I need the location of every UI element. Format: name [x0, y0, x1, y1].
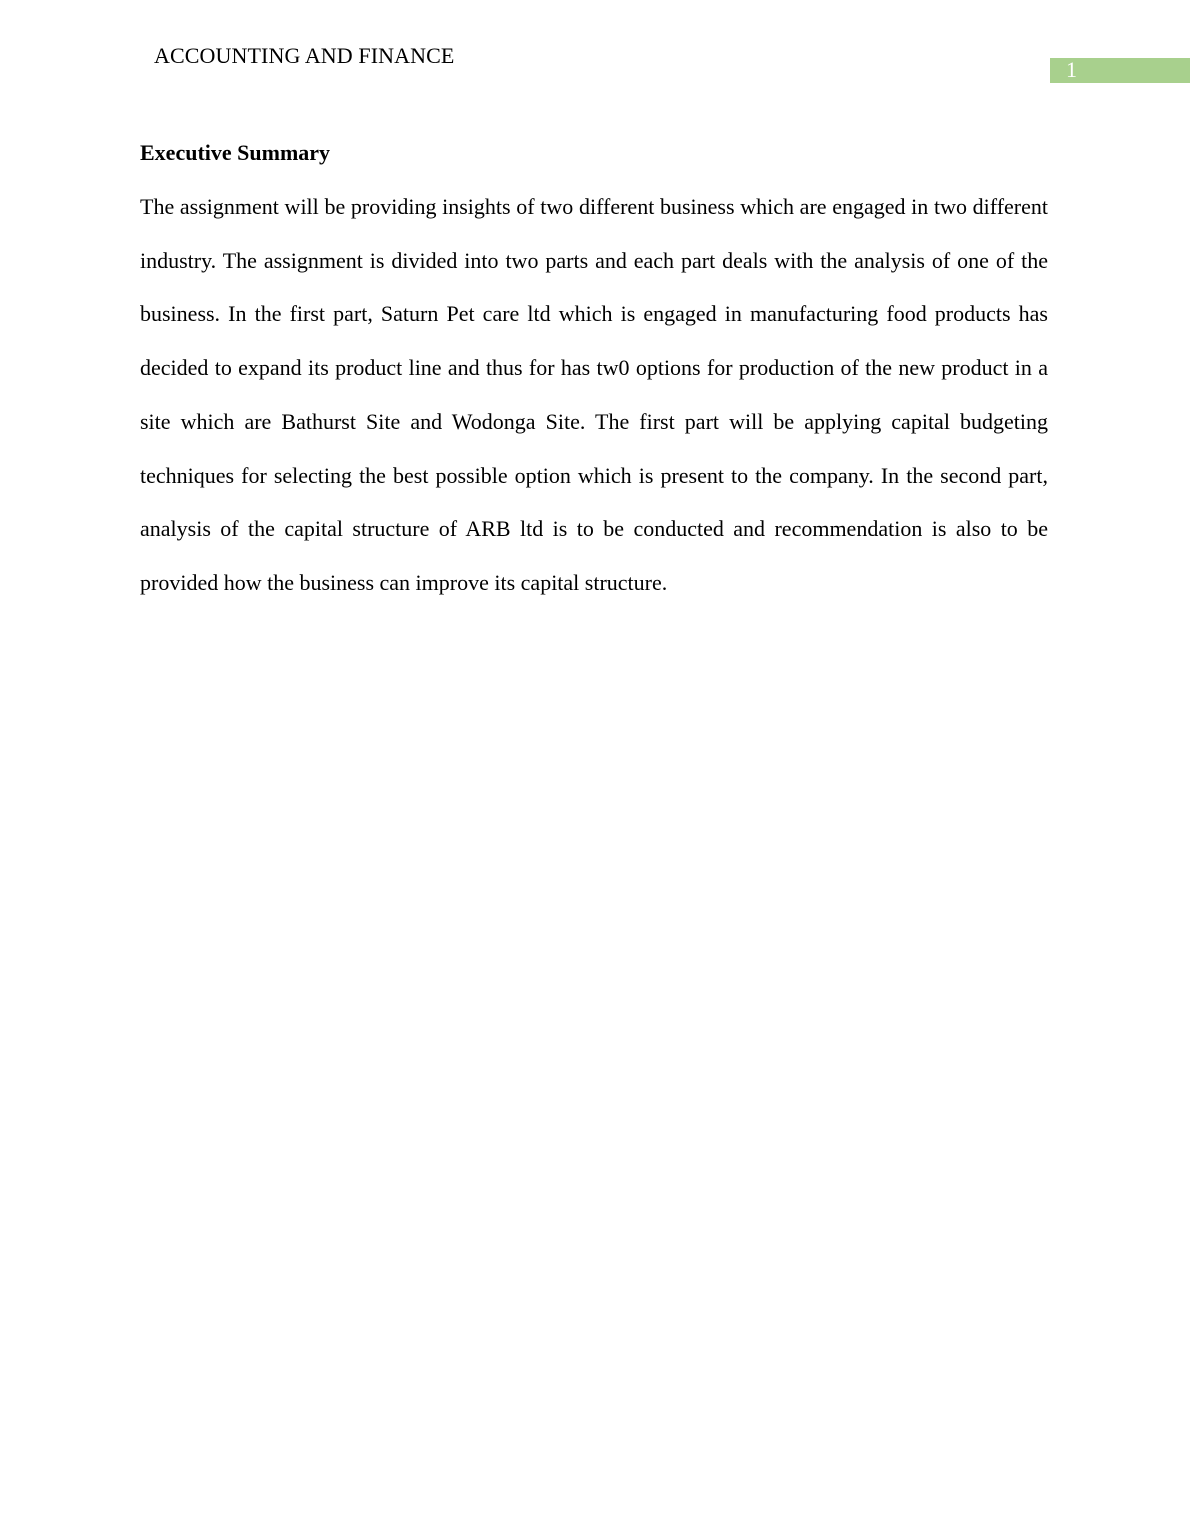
section-heading: Executive Summary — [140, 140, 331, 165]
page-number-badge — [1050, 58, 1190, 83]
summary-paragraph: The assignment will be providing insights of two different business which are engaged in two different industry. The assignment is divided into two parts and each part deals with the analysis of one of the business. In the first part, Saturn Pet care ltd which is engaged in manufacturing food products has decided to expand its product line and thus for has tw0 options for production of the new product in a site which are Bathurst Site and Wodonga Site. The first part will be applying capital budgeting techniques for selecting the best possible option which is present to the company. In the second part, analysis of the capital structure of ARB ltd is to be conducted and recommendation is also to be provided how the business can improve its capital structure. — [140, 194, 1048, 595]
page-number: 1 — [1066, 57, 1077, 82]
running-head: ACCOUNTING AND FINANCE — [154, 43, 455, 68]
